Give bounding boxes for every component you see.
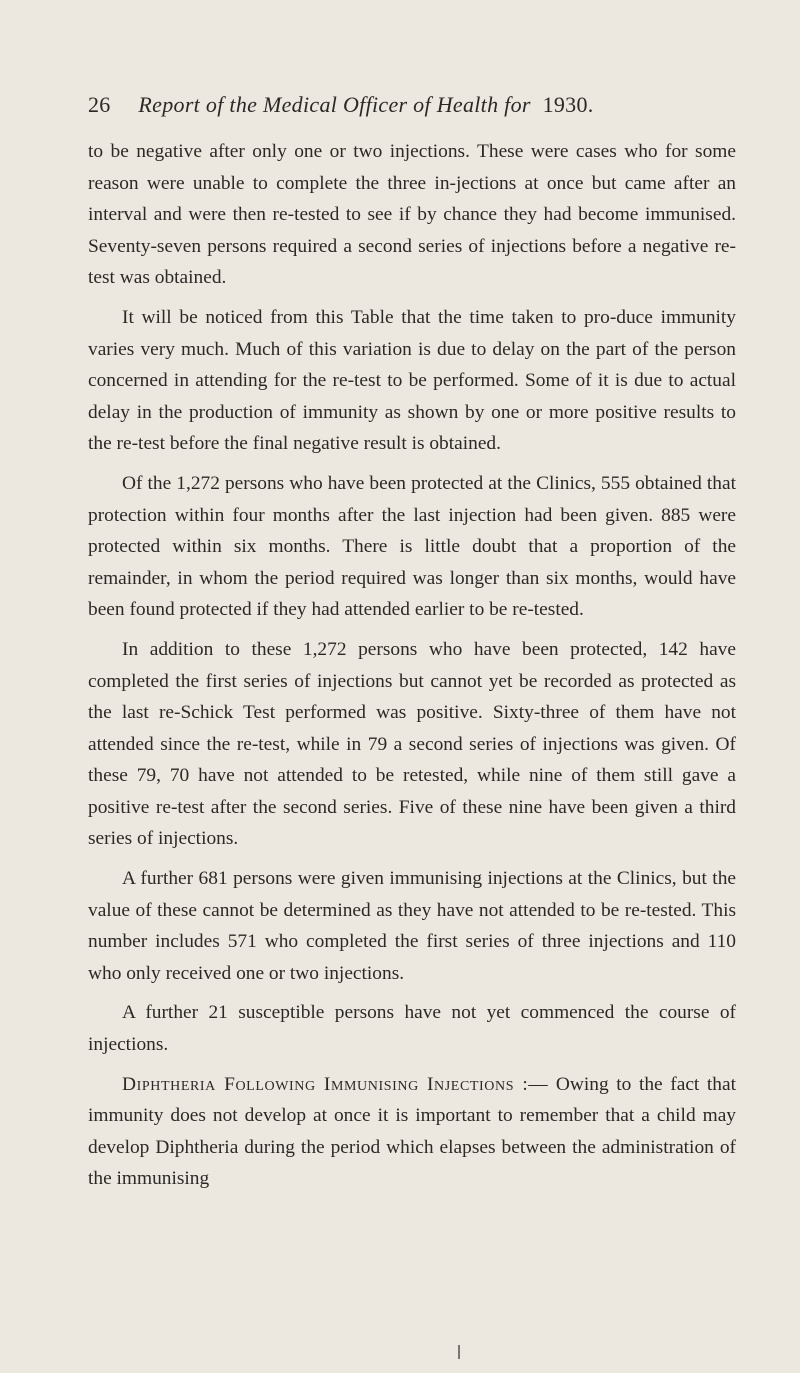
page-number: 26 bbox=[88, 92, 111, 117]
section-paragraph bbox=[88, 1069, 736, 1195]
paragraph-1: to be negative after only one or two injections. These were cases who for some reason were unable to complete the three in-jections at once but came after an interval and were then re-tested to see if by chance they had become immunised. Seventy-seven persons required a second series of injections before a negative re-test was obtained. bbox=[88, 141, 736, 289]
paragraph-4: In addition to these 1,272 persons who have been protected, 142 have completed the first series of injections but cannot yet be recorded as protected as the last re-Schick Test performed was positive. Sixty-three of them have not attended since the re-test, while in 79 a second series of injections was given. Of these 79, 70 have not attended to be retested, while nine of them still gave a positive re-test after the second series. Five of these nine have been given a third series of injections. bbox=[88, 638, 736, 850]
paragraph-2: It will be noticed from this Table that the time taken to pro-duce immunity varies very much. Much of this variation is due to delay on the part of the person concerned in attending for the re-test to be performed. Some of it is due to actual delay in the production of immunity as shown by one or more positive results to the re-test before the final negative result is obtained. bbox=[88, 306, 736, 455]
report-title: Report of the Medical Officer of Health for bbox=[138, 92, 531, 117]
paragraph-3: Of the 1,272 persons who have been protected at the Clinics, 555 obtained that protection within four months after the last injection had been given. 885 were protected within six months. There is little doubt that a proportion of the remainder, in whom the period required was longer than six months, would have been found protected if they had attended earlier to be re-tested. bbox=[88, 472, 736, 621]
paragraph-6: A further 21 susceptible persons have not yet commenced the course of injections. bbox=[88, 1002, 736, 1056]
running-header bbox=[88, 92, 668, 118]
report-year: 1930. bbox=[542, 92, 594, 117]
page-mark bbox=[458, 1345, 460, 1359]
paragraph-5: A further 681 persons were given immunising injections at the Clinics, but the value of these cannot be determined as they have not attended to be re-tested. This number includes 571 who completed the first series of three injections and 110 who only received one or two injections. bbox=[88, 868, 736, 984]
body-text bbox=[88, 136, 736, 1203]
section-heading: Diphtheria Following Immunising Injections :— bbox=[122, 1073, 549, 1095]
section-text: Owing to the fact that immunity does not develop at once it is important to remember that a child may develop Diphtheria during the period which elapses between the administration of the immunising bbox=[88, 1073, 736, 1190]
